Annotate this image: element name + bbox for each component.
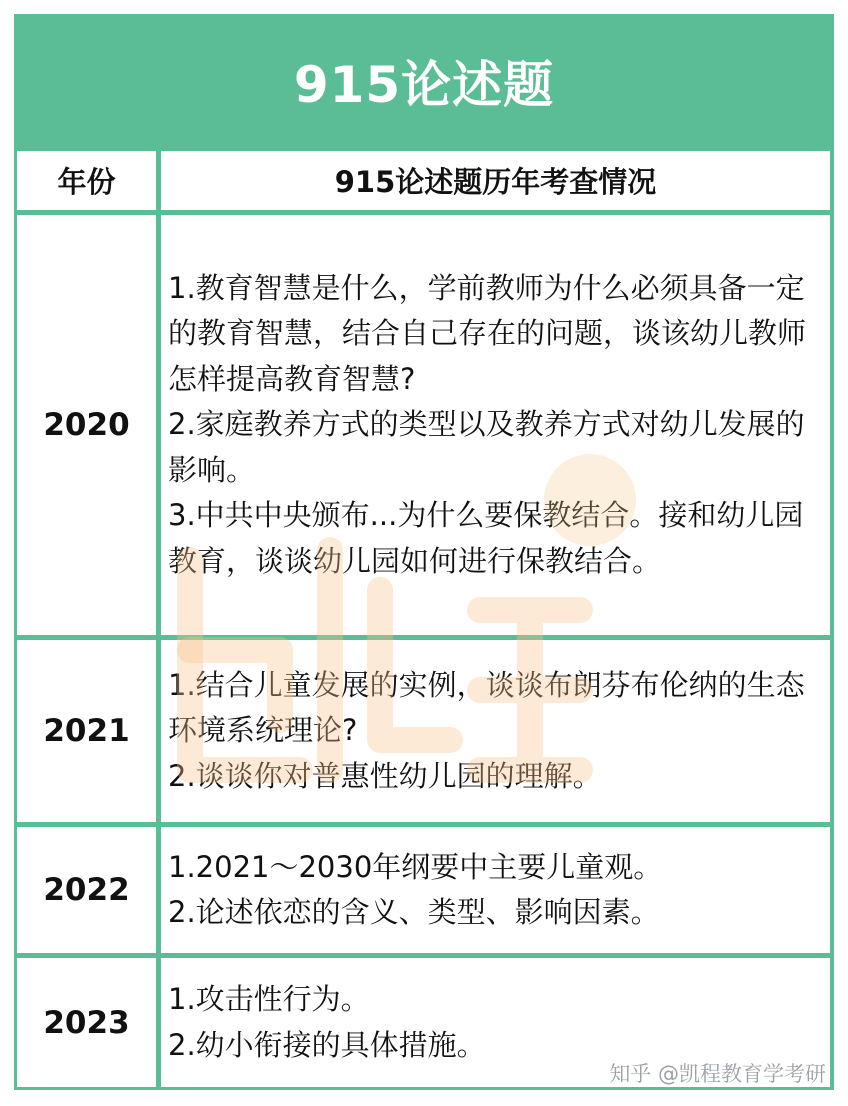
header-content: 915论述题历年考查情况 xyxy=(161,151,830,210)
question-item: 1.攻击性行为。 xyxy=(168,982,370,1016)
source-credit: 知乎 @凯程教育学考研 xyxy=(609,1062,826,1086)
content-cell-2020 xyxy=(161,215,830,635)
year-cell-2021: 2021 xyxy=(17,640,156,822)
question-item: 2.家庭教养方式的类型以及教养方式对幼儿发展的影响。 xyxy=(168,407,805,487)
question-item: 2.幼小衔接的具体措施。 xyxy=(168,1027,486,1062)
question-item: 2.谈谈你对普惠性幼儿园的理解。 xyxy=(168,758,602,793)
content-cell-2022 xyxy=(161,827,830,953)
question-item: 1.2021～2030年纲要中主要儿童观。 xyxy=(168,849,663,884)
question-item: 1.结合儿童发展的实例，谈谈布朗芬布伦纳的生态环境系统理论? xyxy=(168,667,805,748)
year-cell-2023: 2023 xyxy=(17,958,156,1087)
year-cell-2020: 2020 xyxy=(17,215,156,635)
question-item: 3.中共中央颁布...为什么要保教结合。接和幼儿园教育，谈谈幼儿园如何进行保教结合。 xyxy=(168,498,804,578)
content-cell-2021 xyxy=(161,640,830,822)
header-year: 年份 xyxy=(17,151,156,210)
year-cell-2022: 2022 xyxy=(17,827,156,953)
question-item: 2.论述依恋的含义、类型、影响因素。 xyxy=(168,895,660,929)
question-item: 1.教育智慧是什么，学前教师为什么必须具备一定的教育智慧，结合自己存在的问题，谈该幼儿教师怎样提高教育智慧? xyxy=(168,270,807,396)
table-title: 915论述题 xyxy=(293,56,555,114)
